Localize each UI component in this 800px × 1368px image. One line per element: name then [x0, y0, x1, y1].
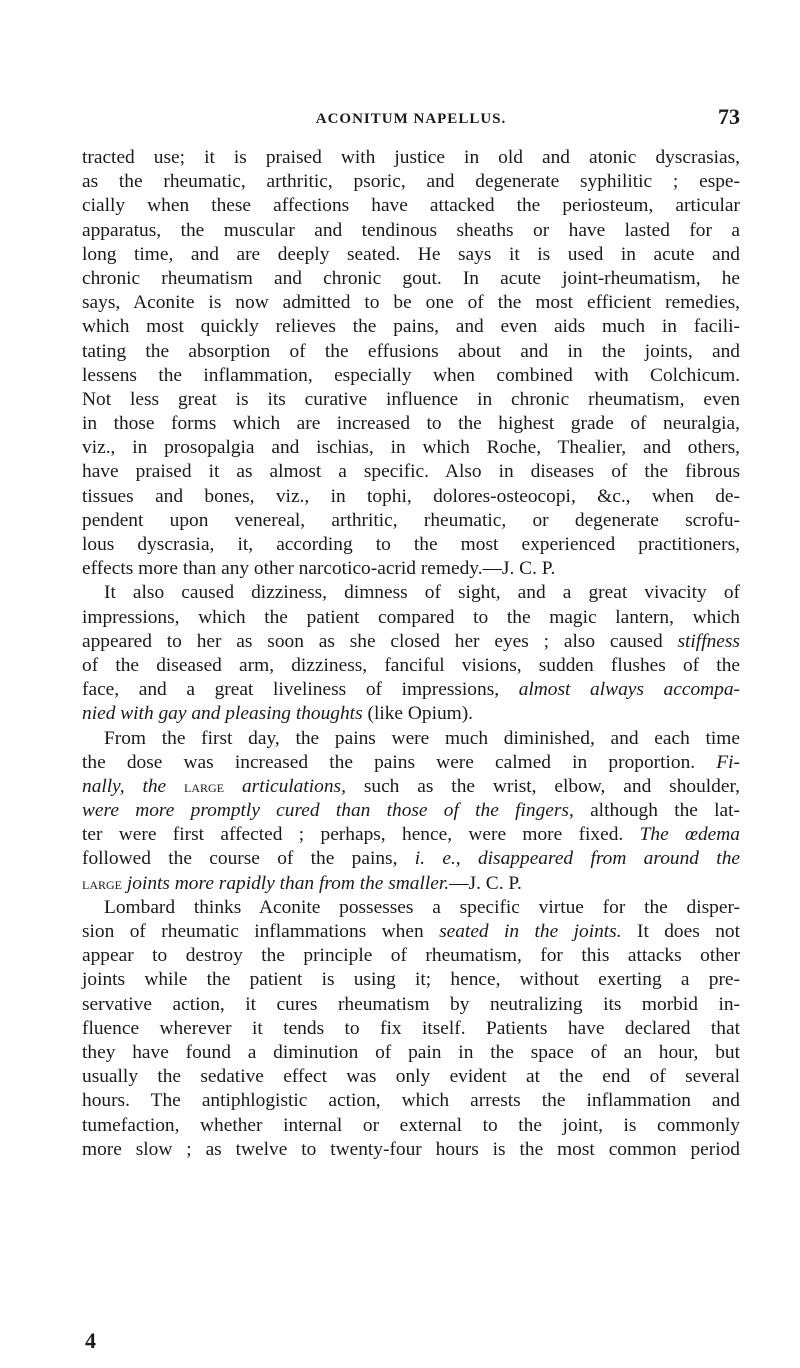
italic-phrase: i. e., disappeared from around the [414, 848, 740, 870]
small-caps-word: large [82, 873, 122, 893]
text-segment: although the lat- [590, 800, 740, 822]
text-segment: Lombard thinks Aconite possesses a specific virtue for the disper- [104, 896, 740, 918]
text-line [82, 364, 740, 388]
text-line [82, 920, 740, 944]
text-segment: more slow ; as twelve to twenty-four hours is the most common period [82, 1138, 740, 1160]
text-line [82, 581, 740, 605]
text-segment: ter were first affected ; perhaps, hence, were more fixed. [82, 824, 624, 846]
text-segment: (like Opium). [367, 703, 474, 725]
italic-phrase: seated in the joints. [439, 921, 622, 942]
text-line [82, 1114, 740, 1138]
italic-phrase: Fi- [716, 751, 740, 773]
text-segment: long time, and are deeply seated. He says it is used in acute and [82, 243, 740, 265]
text-segment: hours. The antiphlogistic action, which arrests the inflammation and [82, 1090, 740, 1112]
text-segment: servative action, it cures rheumatism by neutralizing its morbid in- [82, 993, 740, 1015]
text-line [82, 388, 740, 412]
text-line [82, 678, 740, 702]
text-line [82, 146, 740, 170]
italic-phrase: nally, the [82, 775, 167, 797]
text-line [82, 606, 740, 630]
text-line [82, 412, 740, 436]
text-line [82, 1089, 740, 1113]
text-line [82, 340, 740, 364]
text-segment: as the rheumatic, arthritic, psoric, and degenerate syphilitic ; espe- [82, 171, 740, 193]
text-segment: From the first day, the pains were much diminished, and each time [104, 727, 740, 749]
text-segment: effects more than any other narcotico-acrid remedy.—J. C. P. [82, 558, 556, 580]
text-segment: says, Aconite is now admitted to be one of the most efficient remedies, [82, 292, 740, 314]
text-line [82, 847, 740, 871]
text-segment: followed the course of the pains, [82, 848, 398, 870]
text-segment: in those forms which are increased to the highest grade of neuralgia, [82, 413, 740, 435]
text-segment: tissues and bones, viz., in tophi, dolores-osteocopi, &c., when de- [82, 485, 740, 507]
text-line [82, 194, 740, 218]
text-segment: fluence wherever it tends to fix itself. Patients have declared that [82, 1017, 740, 1039]
text-line [82, 170, 740, 194]
text-segment: they have found a diminution of pain in the space of an hour, but [82, 1041, 740, 1063]
text-segment: apparatus, the muscular and tendinous sheaths or have lasted for a [82, 219, 740, 241]
text-segment: tating the absorption of the effusions about and in the joints, and [82, 340, 740, 362]
text-segment: lessens the inflammation, especially when combined with Colchicum. [82, 364, 740, 386]
text-line [82, 533, 740, 557]
text-segment: which most quickly relieves the pains, and even aids much in facili- [82, 316, 740, 338]
text-line [82, 799, 740, 823]
text-line [82, 1065, 740, 1089]
text-segment: face, and a great liveliness of impressions, [82, 679, 500, 701]
text-segment: —J. C. P. [449, 872, 522, 894]
italic-phrase: stiffness [677, 630, 740, 652]
text-line [82, 727, 740, 751]
text-segment: pendent upon venereal, arthritic, rheumatic, or degenerate scrofu- [82, 509, 740, 531]
text-segment: chronic rheumatism and chronic gout. In acute joint-rheumatism, he [82, 267, 740, 289]
text-line [82, 751, 740, 775]
italic-phrase: articulations, [241, 775, 346, 797]
text-segment: tracted use; it is praised with justice in old and atonic dyscrasias, [82, 147, 740, 168]
text-line [82, 436, 740, 460]
text-segment: tumefaction, whether internal or external to the joint, is commonly [82, 1114, 740, 1136]
text-line [82, 1017, 740, 1041]
text-line [82, 993, 740, 1017]
text-segment: of the diseased arm, dizziness, fanciful visions, sudden flushes of the [82, 654, 740, 676]
text-line [82, 944, 740, 968]
text-line [82, 460, 740, 484]
text-segment: such as the wrist, elbow, and shoulder, [363, 775, 741, 797]
text-segment: joints while the patient is using it; hence, without exerting a pre- [82, 969, 740, 991]
signature-mark: 4 [85, 1328, 96, 1353]
text-line [82, 1041, 740, 1065]
page-number: 73 [718, 104, 740, 129]
italic-phrase: The œdema [639, 824, 740, 846]
text-line [82, 823, 740, 847]
text-line [82, 315, 740, 339]
italic-phrase: almost always accompa- [518, 679, 740, 701]
text-line [82, 557, 740, 581]
page-header [82, 104, 740, 136]
italic-phrase: nied with gay and pleasing thoughts [82, 703, 363, 725]
text-segment: It does not [636, 921, 740, 942]
text-segment: usually the sedative effect was only evident at the end of several [82, 1066, 740, 1088]
text-line [82, 872, 740, 896]
text-line [82, 654, 740, 678]
text-segment: impressions, which the patient compared to the magic lantern, which [82, 606, 740, 628]
text-segment: It also caused dizziness, dimness of sight, and a great vivacity of [104, 582, 740, 604]
text-segment: lous dyscrasia, it, according to the most experienced practitioners, [82, 534, 740, 555]
text-segment: viz., in prosopalgia and ischias, in which Roche, Thealier, and others, [82, 437, 740, 459]
text-line [82, 702, 740, 726]
text-line [82, 219, 740, 243]
italic-phrase: were more promptly cured than those of the fingers, [82, 800, 574, 822]
text-segment: appeared to her as soon as she closed her eyes ; also caused [82, 630, 663, 652]
text-segment: Not less great is its curative influence in chronic rheumatism, even [82, 388, 740, 410]
text-line [82, 291, 740, 315]
text-line [82, 243, 740, 267]
text-line [82, 509, 740, 533]
text-segment: appear to destroy the principle of rheumatism, for this attacks other [82, 945, 740, 967]
text-segment: have praised it as almost a specific. Also in diseases of the fibrous [82, 461, 740, 483]
text-segment: sion of rheumatic inflammations when [82, 921, 424, 942]
running-title: ACONITUM NAPELLUS. [315, 111, 507, 127]
small-caps-word: large [184, 776, 225, 796]
text-line [82, 485, 740, 509]
text-line [82, 896, 740, 920]
text-line [82, 630, 740, 654]
text-line [82, 775, 740, 799]
text-line [82, 267, 740, 291]
text-line [82, 968, 740, 992]
text-segment: cially when these affections have attacked the periosteum, articular [82, 195, 740, 217]
text-segment: the dose was increased the pains were calmed in proportion. [82, 751, 696, 773]
italic-phrase: joints more rapidly than from the smaller. [126, 872, 450, 894]
text-line [82, 1138, 740, 1162]
body-text [82, 146, 740, 1162]
